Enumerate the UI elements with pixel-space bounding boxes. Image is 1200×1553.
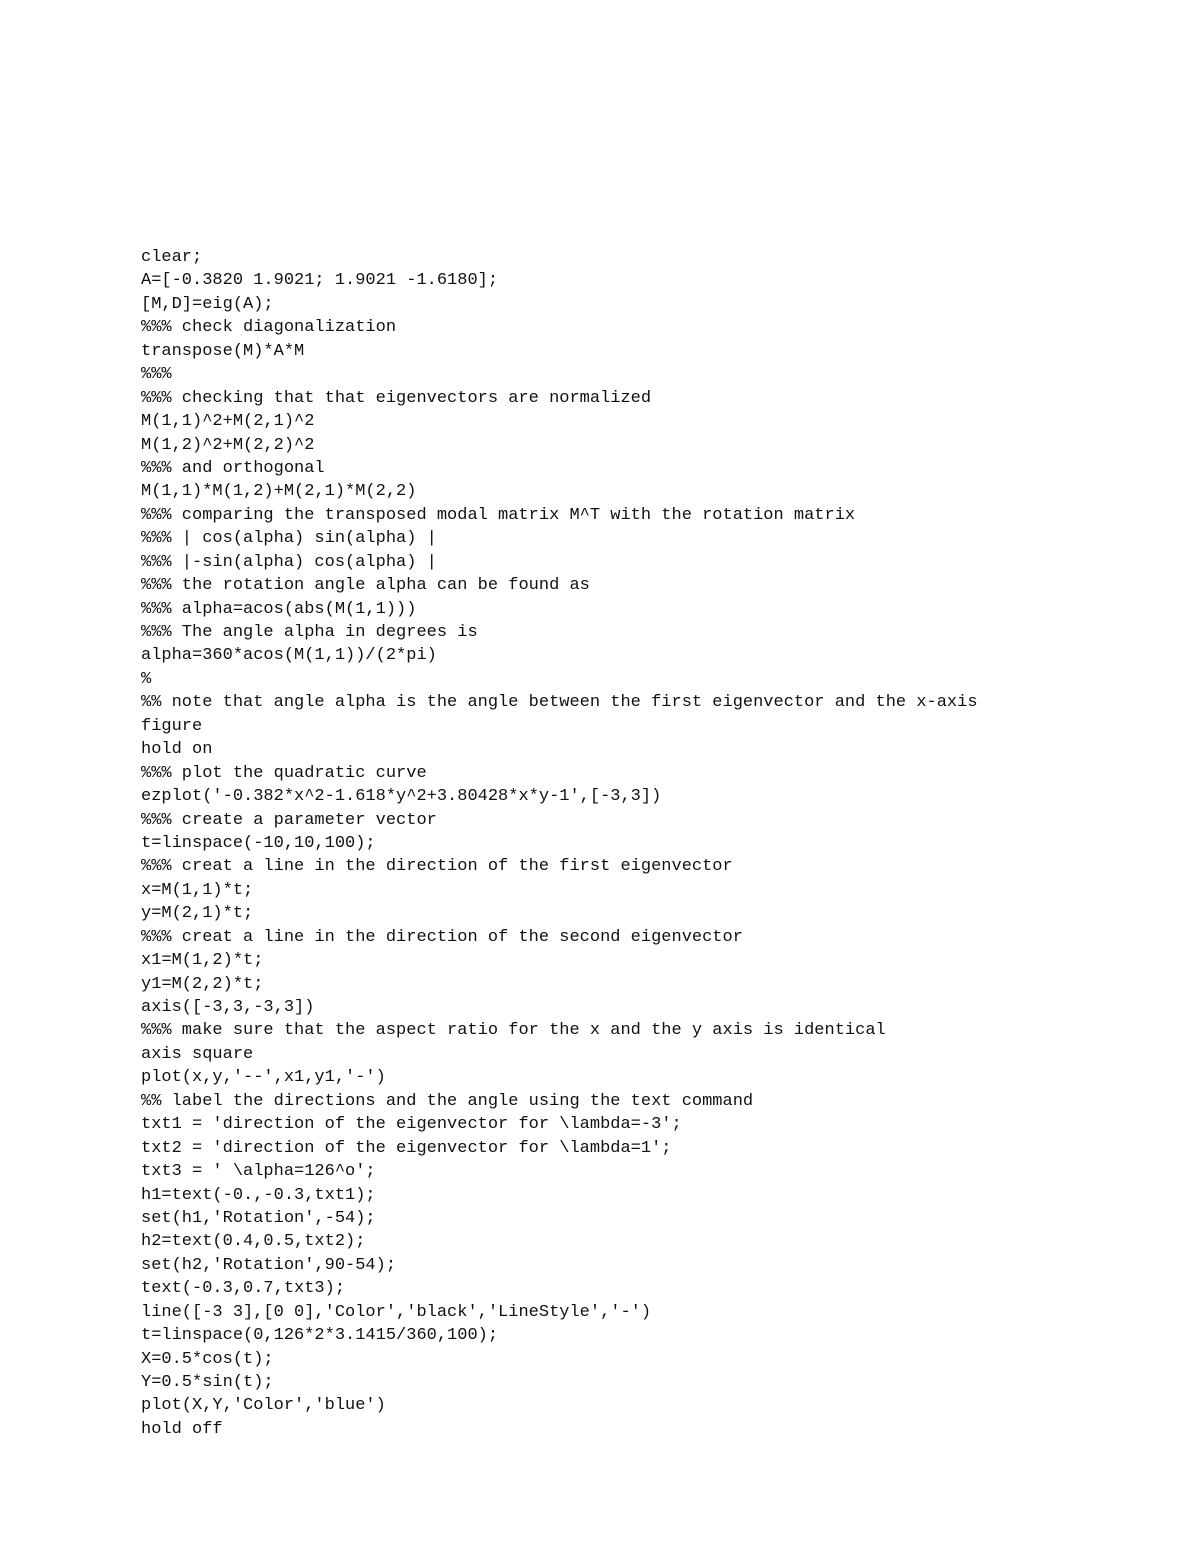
code-line: %%% | cos(alpha) sin(alpha) | — [141, 529, 437, 549]
code-line: %%% the rotation angle alpha can be found as — [141, 576, 590, 596]
code-line: M(1,1)^2+M(2,1)^2 — [141, 412, 315, 432]
code-line: t=linspace(-10,10,100); — [141, 833, 376, 853]
code-line: %%% creat a line in the direction of the second eigenvector — [141, 927, 743, 947]
code-line: %%% create a parameter vector — [141, 810, 437, 830]
code-line: text(-0.3,0.7,txt3); — [141, 1279, 346, 1299]
code-line: txt3 = ' \alpha=126^o'; — [141, 1162, 376, 1182]
code-line: %%% checking that that eigenvectors are normalized — [141, 388, 652, 408]
code-line: %% note that angle alpha is the angle between the first eigenvector and the x-axis — [141, 693, 978, 713]
code-line: %%% — [141, 365, 172, 385]
code-line: %%% |-sin(alpha) cos(alpha) | — [141, 552, 437, 572]
code-line: set(h2,'Rotation',90-54); — [141, 1255, 397, 1275]
code-line: %% label the directions and the angle using the text command — [141, 1091, 754, 1111]
code-line: hold off — [141, 1419, 223, 1439]
code-line: axis square — [141, 1044, 254, 1064]
code-line: Y=0.5*sin(t); — [141, 1373, 274, 1392]
code-line: h2=text(0.4,0.5,txt2); — [141, 1232, 366, 1252]
code-line: alpha=360*acos(M(1,1))/(2*pi) — [141, 646, 437, 666]
code-line: txt1 = 'direction of the eigenvector for \lambda=-3'; — [141, 1115, 682, 1135]
code-line: %%% plot the quadratic curve — [141, 763, 427, 783]
code-line: plot(X,Y,'Color','blue') — [141, 1396, 386, 1416]
code-line: M(1,1)*M(1,2)+M(2,1)*M(2,2) — [141, 482, 417, 502]
code-line: A=[-0.3820 1.9021; 1.9021 -1.6180]; — [141, 271, 499, 291]
code-line: plot(x,y,'--',x1,y1,'-') — [141, 1068, 386, 1088]
code-line: %%% make sure that the aspect ratio for the x and the y axis is identical — [141, 1021, 886, 1041]
code-line: x=M(1,1)*t; — [141, 880, 254, 900]
code-line: [M,D]=eig(A); — [141, 294, 274, 314]
code-listing — [141, 246, 978, 1441]
code-line: hold on — [141, 740, 213, 760]
code-line: axis([-3,3,-3,3]) — [141, 998, 315, 1017]
code-line: X=0.5*cos(t); — [141, 1349, 274, 1369]
code-line: y1=M(2,2)*t; — [141, 974, 264, 994]
code-line: h1=text(-0.,-0.3,txt1); — [141, 1185, 376, 1205]
code-line: %%% alpha=acos(abs(M(1,1))) — [141, 599, 417, 619]
code-line: line([-3 3],[0 0],'Color','black','LineStyle','-') — [141, 1302, 652, 1322]
code-line: % — [141, 669, 152, 689]
code-line: %%% creat a line in the direction of the first eigenvector — [141, 857, 733, 877]
code-line: clear; — [141, 248, 203, 267]
code-line: txt2 = 'direction of the eigenvector for \lambda=1'; — [141, 1138, 672, 1158]
code-line: ezplot('-0.382*x^2-1.618*y^2+3.80428*x*y-1',[-3,3]) — [141, 787, 662, 807]
code-line: %%% check diagonalization — [141, 318, 397, 338]
code-line: %%% and orthogonal — [141, 458, 325, 478]
code-line: figure — [141, 716, 203, 736]
code-line: %%% comparing the transposed modal matrix M^T with the rotation matrix — [141, 505, 856, 525]
code-line: M(1,2)^2+M(2,2)^2 — [141, 435, 315, 455]
code-line: set(h1,'Rotation',-54); — [141, 1208, 376, 1228]
code-line: transpose(M)*A*M — [141, 341, 305, 361]
code-line: t=linspace(0,126*2*3.1415/360,100); — [141, 1326, 499, 1346]
code-line: %%% The angle alpha in degrees is — [141, 623, 478, 642]
code-line: x1=M(1,2)*t; — [141, 951, 264, 971]
code-line: y=M(2,1)*t; — [141, 904, 254, 924]
